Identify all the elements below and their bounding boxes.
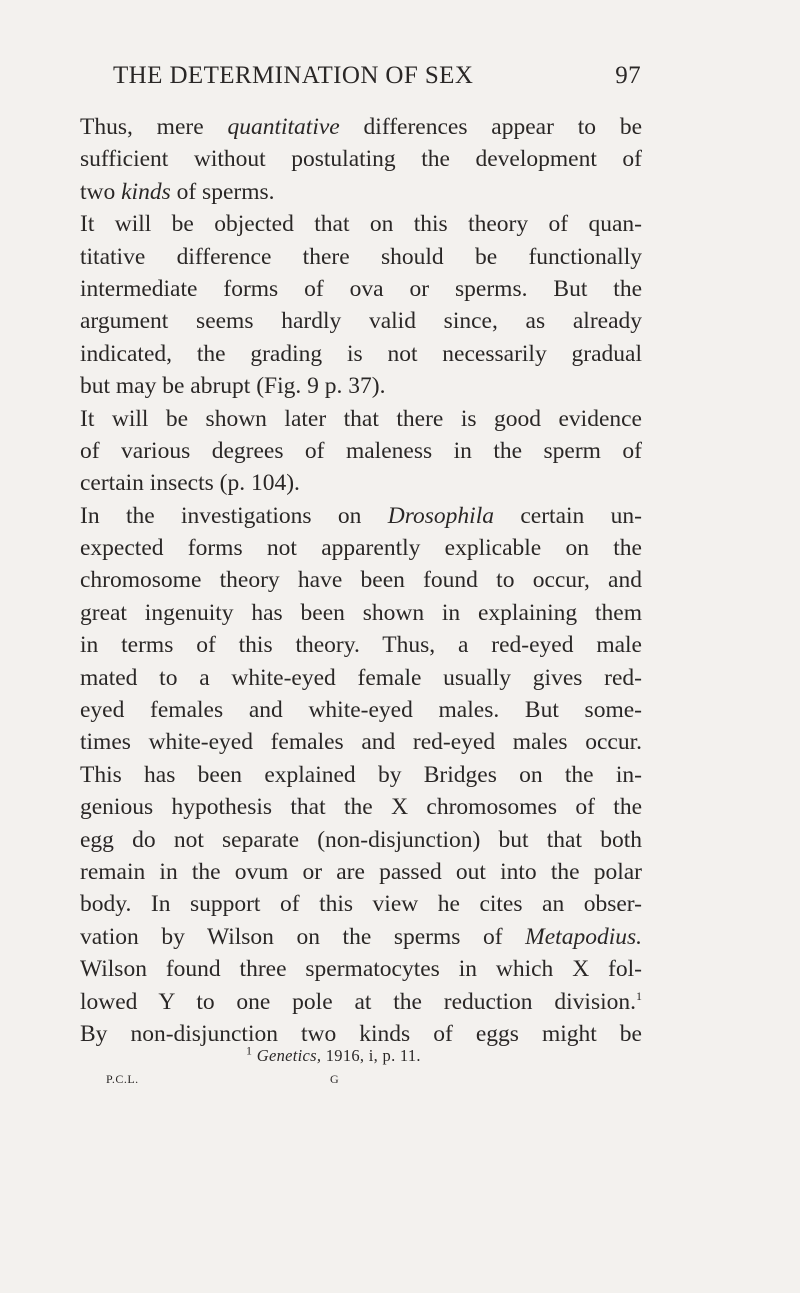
text-run: sufficient without postulating the development of xyxy=(80,146,642,173)
text-run: titative difference there should be functionally xyxy=(80,243,642,270)
footnote-source: Genetics, xyxy=(256,1046,322,1065)
text-run: expected forms not apparently explicable on the xyxy=(80,535,642,562)
footnote xyxy=(246,1043,421,1066)
text-run: certain insects (p. 104). xyxy=(80,470,300,497)
footnote-reference: 1 xyxy=(636,988,642,1003)
text-line xyxy=(80,111,642,143)
text-run: of various degrees of maleness in the sperm of xyxy=(80,437,642,464)
text-line xyxy=(80,208,642,240)
printer-signature-mark: P.C.L. xyxy=(106,1072,139,1086)
text-run: vation by Wilson on the sperms of xyxy=(80,923,526,950)
text-run: By non-disjunction two kinds of eggs might be xyxy=(80,1020,642,1047)
footnote-citation: 1916, i, p. 11. xyxy=(321,1046,421,1065)
text-line xyxy=(80,403,642,435)
text-run: chromosome theory have been found to occur, and xyxy=(80,567,642,594)
page-number: 97 xyxy=(615,62,641,89)
italic-text: kinds xyxy=(121,178,171,205)
italic-text: Drosophila xyxy=(387,502,494,529)
text-run: body. In support of this view he cites an obser- xyxy=(80,891,642,918)
text-run: genious hypothesis that the X chromosomes of the xyxy=(80,794,642,821)
text-line xyxy=(80,953,642,985)
text-run: differences appear to be xyxy=(339,114,642,140)
italic-text: Metapodius. xyxy=(525,923,642,950)
text-run: It will be objected that on this theory of quan- xyxy=(80,211,642,238)
printer-signature-letter: G xyxy=(330,1072,339,1086)
text-run: egg do not separate (non-disjunction) but that both xyxy=(80,826,642,853)
text-run: indicated, the grading is not necessarily gradual xyxy=(80,340,642,367)
text-run: times white-eyed females and red-eyed males occur. xyxy=(80,729,642,756)
text-line xyxy=(80,662,642,694)
text-line xyxy=(80,629,642,661)
text-line xyxy=(80,305,642,337)
text-line xyxy=(80,824,642,856)
text-run: in terms of this theory. Thus, a red-eyed male xyxy=(80,632,642,659)
text-line xyxy=(80,564,642,596)
text-line xyxy=(80,921,642,953)
text-run: mated to a white-eyed female usually gives red- xyxy=(80,664,642,691)
text-line xyxy=(80,338,642,370)
text-line xyxy=(80,241,642,273)
text-run: argument seems hardly valid since, as already xyxy=(80,308,642,335)
body-text xyxy=(80,111,642,1050)
italic-text: quantitative xyxy=(227,114,340,140)
text-run: but may be abrupt (Fig. 9 p. 37). xyxy=(80,373,386,400)
text-line xyxy=(80,791,642,823)
text-line xyxy=(80,694,642,726)
text-line xyxy=(80,856,642,888)
text-line xyxy=(80,370,642,402)
text-line xyxy=(80,143,642,175)
text-run: certain un- xyxy=(494,502,642,529)
text-line xyxy=(80,500,642,532)
running-head xyxy=(113,62,641,102)
text-line xyxy=(80,273,642,305)
text-run: This has been explained by Bridges on the in- xyxy=(80,761,642,788)
text-run: two xyxy=(80,178,122,205)
text-run: great ingenuity has been shown in explaining them xyxy=(80,599,642,626)
text-line xyxy=(80,597,642,629)
text-run: remain in the ovum or are passed out into the polar xyxy=(80,858,642,885)
text-line xyxy=(80,176,642,208)
text-run: eyed females and white-eyed males. But some- xyxy=(80,697,642,724)
text-run: of sperms. xyxy=(170,178,275,205)
text-line xyxy=(80,888,642,920)
text-line xyxy=(80,435,642,467)
text-run: Thus, mere xyxy=(80,114,228,140)
running-head-title: THE DETERMINATION OF SEX xyxy=(113,62,474,89)
text-line xyxy=(80,532,642,564)
text-run: Wilson found three spermatocytes in which X fol- xyxy=(80,956,642,983)
text-run: It will be shown later that there is good evidence xyxy=(80,405,642,432)
text-line xyxy=(80,759,642,791)
text-line xyxy=(80,467,642,499)
footnote-marker: 1 xyxy=(246,1043,253,1058)
text-run: In the investigations on xyxy=(80,502,388,529)
text-line xyxy=(80,726,642,758)
text-run: intermediate forms of ova or sperms. But the xyxy=(80,275,642,302)
text-run: lowed Y to one pole at the reduction division. xyxy=(80,988,636,1015)
text-line xyxy=(80,986,642,1018)
